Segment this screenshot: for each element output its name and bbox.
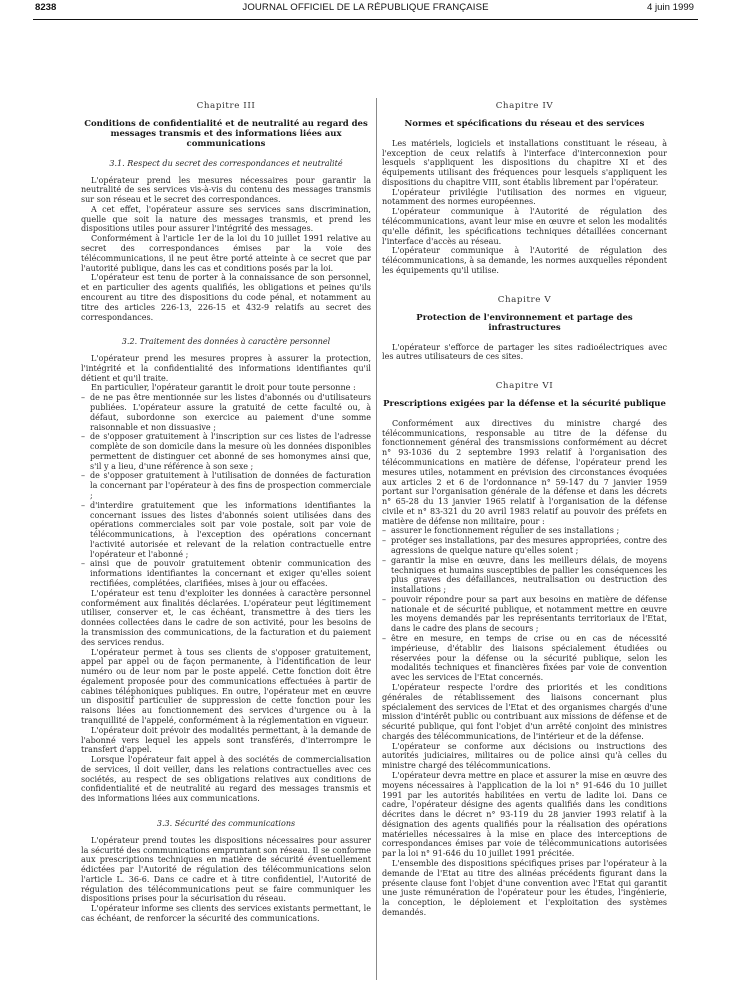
chapter-heading: Chapitre IV xyxy=(495,101,554,111)
paragraph: L'opérateur est tenu de porter à la connaissance de son personnel, et en particulier des agents qualifiés, les obligations et peines qu'ils encourent au titre des dispositions du code pénal, et notamment au titre des articles 226-13, 226-15 et 432-9 relatifs au secret des correspondances. xyxy=(81,273,371,322)
paragraph: L'opérateur permet à tous ses clients de s'opposer gratuitement, appel par appel ou de façon permanente, à l'identification de leur numéro ou de leur nom par le poste appelé. Cette fonction doit être également proposée pour des communications effectuées à partir de cabines téléphoniques publiques. En outre, l'opérateur met en œuvre un dispositif particulier de suppression de cette fonction pour les raisons liées au fonctionnement des services d'urgence ou à la tranquillité de l'appelé, conformément à la réglementation en vigueur. xyxy=(81,647,371,725)
list-item: – de s'opposer gratuitement à l'utilisation de données de facturation la concernant par l'opérateur à des fins de prospection commerciale ; xyxy=(81,471,371,500)
paragraph: Conformément aux directives du ministre chargé des télécommunications, responsable au titre de la défense du fonctionnement général des transmissions conformément au décret n° 93-1036 du 2 septembre 1993 relatif à l'organisation des télécommunications en matière de défense, l'opérateur prend les mesures utiles, notamment en prévision des circonstances évoquées aux articles 2 et 6 de l'ordonnance n° 59-147 du 7 janvier 1959 portant sur l'organisation générale de la défense et dans les décrets n° 65-28 du 13 janvier 1965 relatif à l'organisation de la défense civile et n° 83-321 du 20 avril 1983 relatif au pouvoir des préfets en matière de défense non militaire, pour : xyxy=(382,418,667,526)
paragraph: L'opérateur privilégie l'utilisation des normes en vigueur, notamment des normes européennes. xyxy=(382,187,667,207)
paragraph: Lorsque l'opérateur fait appel à des sociétés de commercialisation de services, il doit veiller, dans les relations contractuelles avec ces sociétés, au respect de ses obligations relatives aux conditions de confidentialité et de neutralité au regard des messages transmis et des informations liées aux communications. xyxy=(81,755,371,804)
paragraph: L'opérateur communique à l'Autorité de régulation des télécommunications, avant leur mise en œuvre et selon les modalités qu'elle définit, les spécifications techniques détaillées concernant l'interface d'accès au réseau. xyxy=(382,207,667,246)
section-title: 3.1. Respect du secret des correspondances et neutralité xyxy=(109,158,343,168)
list-item: – ainsi que de pouvoir gratuitement obtenir communication des informations identifiantes la concernant et exiger qu'elles soient rectifiées, complétées, clarifiées, mises à jour ou effacées. xyxy=(81,559,371,588)
list-item: – être en mesure, en temps de crise ou en cas de nécessité impérieuse, d'établir des liaisons spécialement étudiées ou réservées pour la défense ou la sécurité publique, selon les modalités techniques et financières fixées par voie de convention avec les services de l'Etat concernés. xyxy=(382,634,667,683)
paragraph: Les matériels, logiciels et installations constituant le réseau, à l'exception de ceux relatifs à l'interface d'interconnexion pour lesquels s'appliquent les dispositions du chapitre XI et des équipements utilisant des fréquences pour lesquels s'appliquent les dispositions du chapitre VIII, sont établis librement par l'opérateur. xyxy=(382,138,667,187)
dash-list xyxy=(382,526,667,683)
list-item: – de ne pas être mentionnée sur les listes d'abonnés ou d'utilisateurs publiées. L'opérateur assure la gratuité de cette faculté ou, à défaut, subordonne son exercice au paiement d'une somme raisonnable et non dissuasive ; xyxy=(81,393,371,432)
journal-title: JOURNAL OFFICIEL DE LA RÉPUBLIQUE FRANÇAISE xyxy=(242,2,489,13)
paragraph: L'opérateur communique à l'Autorité de régulation des télécommunications, à sa demande, les normes auxquelles répondent les équipements qu'il utilise. xyxy=(382,246,667,275)
paragraph: L'opérateur devra mettre en place et assurer la mise en œuvre des moyens nécessaires à l'application de la loi n° 91-646 du 10 juillet 1991 par les autorités habilitées en vertu de ladite loi. Dans ce cadre, l'opérateur désigne des agents qualifiés dans les conditions décrites dans le décret n° 93-119 du 28 janvier 1993 relatif à la désignation des agents qualifiés pour la réalisation des opérations matérielles nécessaires à la mise en place des interceptions de correspondances émises par voie de télécommunications autorisées par la loi n° 91-646 du 10 juillet 1991 précitée. xyxy=(382,770,667,859)
paragraph: L'opérateur informe ses clients des services existants permettant, le cas échéant, de renforcer la sécurité des communications. xyxy=(81,904,371,924)
page-number: 8238 xyxy=(35,2,57,13)
page-header xyxy=(0,0,731,16)
list-item: – d'interdire gratuitement que les informations identifiantes la concernant issues des listes d'abonnés soient utilisées dans des opérations commerciales soit par voie postale, soit par voie de télécommunications, à l'exception des opérations concernant l'activité autorisée et relevant de la relation contractuelle entre l'opérateur et l'abonné ; xyxy=(81,501,371,560)
chapter-title: Conditions de confidentialité et de neutralité au regard des messages transmis et des informations liées aux communications xyxy=(84,118,368,149)
chapter-title: Normes et spécifications du réseau et des services xyxy=(404,118,645,129)
paragraph: L'opérateur respecte l'ordre des priorités et les conditions générales de rétablissement des liaisons concernant plus spécialement des services de l'Etat et des organismes chargés d'une mission d'intérêt public ou contribuant aux missions de défense et de sécurité publique, qui font l'objet d'un arrêté conjoint des ministres chargés des télécommunications, de l'intérieur et de la défense. xyxy=(382,682,667,741)
chapter-title: Prescriptions exigées par la défense et la sécurité publique xyxy=(383,398,666,409)
paragraph: L'opérateur se conforme aux décisions ou instructions des autorités judiciaires, militaires ou de police ainsi qu'à celles du ministre chargé des télécommunications. xyxy=(382,741,667,771)
paragraph: L'ensemble des dispositions spécifiques prises par l'opérateur à la demande de l'Etat au titre des alinéas précédents figurant dans la présente clause font l'objet d'une convention avec l'Etat qui garantit une juste rémunération de l'opérateur pour les études, l'ingénierie, la conception, le déploiement et l'exploitation des systèmes demandés. xyxy=(382,859,667,917)
paragraph: En particulier, l'opérateur garantit le droit pour toute personne : xyxy=(91,383,356,393)
paragraph: Conformément à l'article 1er de la loi du 10 juillet 1991 relative au secret des correspondances émises par la voie des télécommunications, il ne peut être porté atteinte à ce secret que par l'autorité publique, dans les cas et conditions posés par la loi. xyxy=(81,234,371,273)
list-item: – de s'opposer gratuitement à l'inscription sur ces listes de l'adresse complète de son domicile dans la mesure où les données disponibles permettent de distinguer cet abonné de ses homonymes ainsi que, s'il y a lieu, d'une référence à son sexe ; xyxy=(81,432,371,471)
list-item: – assurer le fonctionnement régulier de ses installations ; xyxy=(382,526,667,536)
chapter-heading: Chapitre III xyxy=(196,101,256,111)
chapter-heading: Chapitre V xyxy=(497,294,552,305)
paragraph: L'opérateur doit prévoir des modalités permettant, à la demande de l'abonné vers lequel les appels sont transférés, d'interrompre le transfert d'appel. xyxy=(81,725,371,755)
list-item: – protéger ses installations, par des mesures appropriées, contre des agressions de quelque nature qu'elles soient ; xyxy=(382,536,667,556)
chapter-heading: Chapitre VI xyxy=(495,381,554,392)
paragraph: L'opérateur prend les mesures propres à assurer la protection, l'intégrité et la confidentialité des informations identifiantes qu'il détient et qu'il traite. xyxy=(81,354,371,383)
dash-list xyxy=(81,393,371,589)
paragraph: A cet effet, l'opérateur assure ses services sans discrimination, quelle que soit la nature des messages transmis, et prend les dispositions utiles pour assurer l'intégrité des messages. xyxy=(81,204,371,234)
issue-date: 4 juin 1999 xyxy=(647,2,694,13)
list-item: – pouvoir répondre pour sa part aux besoins en matière de défense nationale et de sécurité publique, et notamment mettre en œuvre les moyens demandés par les représentants territoriaux de l'Etat, dans le cadre des plans de secours ; xyxy=(382,595,667,634)
list-item: – garantir la mise en œuvre, dans les meilleurs délais, de moyens techniques et humains susceptibles de pallier les conséquences les plus graves des défaillances, neutralisation ou destruction des installations ; xyxy=(382,556,667,595)
paragraph: L'opérateur prend toutes les dispositions nécessaires pour assurer la sécurité des communications empruntant son réseau. Il se conforme aux prescriptions techniques en matière de sécurité éventuellement édictées par l'Autorité de régulation des télécommunications selon l'article L. 36-6. Dans ce cadre et à titre confidentiel, l'Autorité de régulation des télécommunications peut se faire communiquer les dispositions prises pour la sécurisation du réseau. xyxy=(81,835,371,904)
section-title: 3.2. Traitement des données à caractère personnel xyxy=(121,337,331,347)
paragraph: L'opérateur prend les mesures nécessaires pour garantir la neutralité de ses services vis-à-vis du contenu des messages transmis sur son réseau et le secret des correspondances. xyxy=(81,175,371,205)
paragraph: L'opérateur est tenu d'exploiter les données à caractère personnel conformément aux finalités déclarées. L'opérateur peut légitimement utiliser, conserver et, le cas échéant, transmettre à des tiers les données collectées dans le cadre de son activité, pour les besoins de la transmission des communications, de la facturation et du paiement des services rendus. xyxy=(81,588,371,647)
section-title: 3.3. Sécurité des communications xyxy=(156,819,296,828)
left-column xyxy=(81,102,371,924)
paragraph: L'opérateur s'efforce de partager les sites radioélectriques avec les autres utilisateurs de ces sites. xyxy=(382,342,667,362)
column-divider xyxy=(376,98,377,980)
header-rule xyxy=(33,19,698,20)
right-column xyxy=(382,102,667,918)
chapter-title: Protection de l'environnement et partage des infrastructures xyxy=(416,312,633,333)
